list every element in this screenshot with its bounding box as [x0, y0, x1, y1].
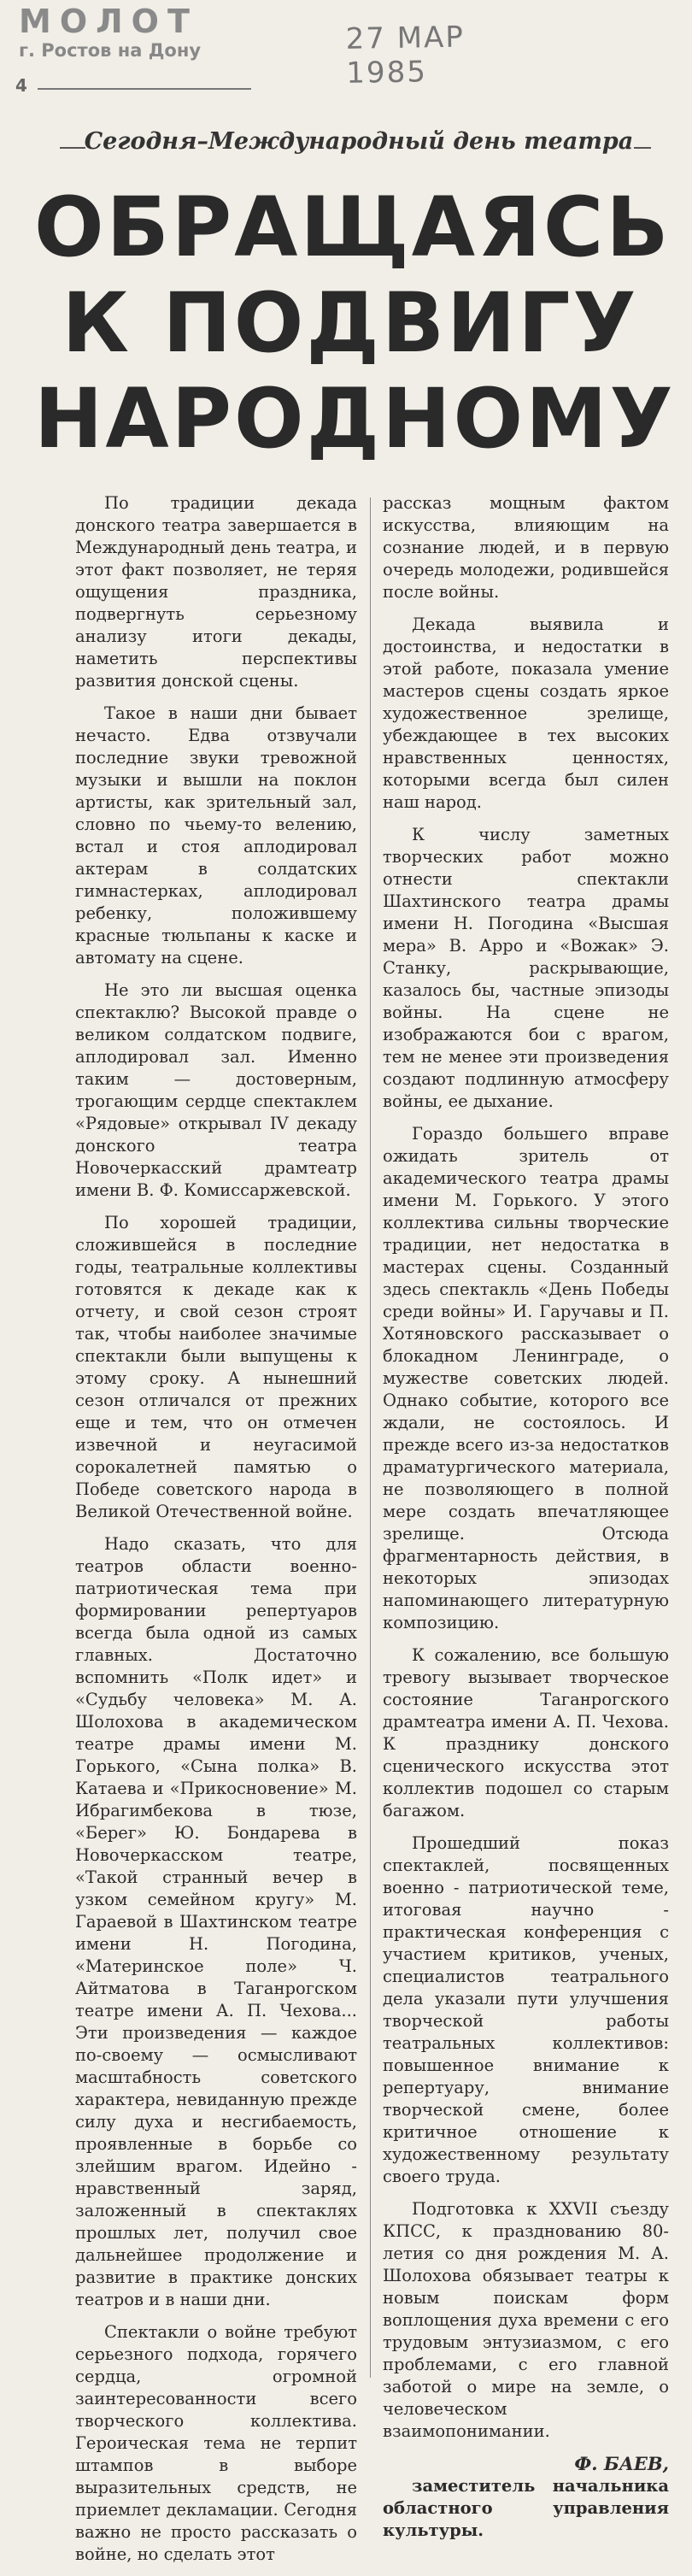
- paragraph: Не это ли высшая оценка спектаклю? Высокой правде о великом солдатском подвиге, аплодировал зал. Именно таким — достоверным, трогающим сердце спектаклем «Рядовые» открывал IV декаду донского театра Новочеркасский драмтеатр имени В. Ф. Комиссаржевской.: [75, 980, 357, 1200]
- newspaper-name: МОЛОТ: [19, 3, 198, 40]
- date-stamp: 27 МАР 1985: [345, 20, 466, 91]
- paragraph: По традиции декада донского театра завершается в Международный день театра, и этот факт позволяет, не теряя ощущения праздника, подвергнуть серьезному анализу итоги декады, наметить перспективы развития донской сцены.: [75, 493, 357, 691]
- article-column-left: [75, 492, 357, 2576]
- headline-line-2: К ПОДВИГУ: [62, 275, 639, 371]
- headline: [34, 179, 676, 467]
- paragraph: К сожалению, все большую тревогу вызывает творческое состояние Таганрогского драмтеатра имени А. П. Чехова. К празднику донского сценического искусства этот коллектив подошел со старым багажом.: [383, 1645, 669, 1820]
- paragraph: Гораздо большего вправе ожидать зритель от академического театра драмы имени М. Горького. У этого коллектива сильны творческие традиции, нет недостатка в мастерах сцены. Созданный здесь спектакль «День Победы среди войны» И. Гаручавы и П. Хотяновского рассказывает о блокадном Ленинграде, о мужестве советских людей. Однако событие, которого все ждали, не состоялось. И прежде всего из-за недостатков драматургического материала, не позволяющего в полной мере создать впечатляющее зрелище. Отсюда фрагментарность действия, в некоторых эпизодах напоминающего литературную композицию.: [383, 1124, 669, 1632]
- author-signature: Ф. БАЕВ,: [574, 2453, 669, 2474]
- paragraph: Декада выявила и достоинства, и недостатки в этой работе, показала умение мастеров сцены создать яркое художественное зрелище, убеждающее в тех высоких нравственных ценностях, которыми всегда был силен наш народ.: [383, 615, 669, 812]
- article-column-right: [383, 492, 669, 2552]
- masthead: [19, 3, 275, 62]
- paragraph: Подготовка к XXVII съезду КПСС, к празднованию 80-летия со дня рождения М. А. Шолохова обязывает театры к новым поискам форм воплощения духа времени с его трудовым энтузиазмом, с его проблемами, с его главной заботой о мире на земле, о человеческом взаимопонимании.: [383, 2199, 669, 2441]
- paragraph: рассказ мощным фактом искусства, влияющим на сознание людей, и в первую очередь молодежи, родившейся после войны.: [383, 493, 669, 602]
- headline-line-1: ОБРАЩАЯСЬ: [34, 179, 671, 275]
- paragraph: Надо сказать, что для театров области военно-патриотическая тема при формировании репертуаров всегда была одной из самых главных. Достаточно вспомнить «Полк идет» и «Судьбу человека» М. А. Шолохова в академическом театре драмы имени М. Горького, «Сына полка» В. Катаева и «Прикосновение» М. Ибрагимбекова в тюзе, «Берег» Ю. Бондарева в Новочеркасском театре, «Такой странный вечер в узком семейном кругу» М. Гараевой в Шахтинском театре имени Н. Погодина, «Материнское поле» Ч. Айтматова в Таганрогском театре имени А. П. Чехова... Эти произведения — каждое по-своему — осмысливают масштабность советского характера, невиданную прежде силу духа и несгибаемость, проявленные в борьбе со злейшим врагом. Идейно - нравственный заряд, заложенный в спектаклях прошлых лет, получил свое дальнейшее продолжение и развитие в практике донских театров и в наши дни.: [75, 1534, 357, 2309]
- paragraph: Прошедший показ спектаклей, посвященных военно - патриотической теме, итоговая научно - практическая конференция с участием критиков, ученых, специалистов театрального дела указали пути улучшения творческой работы театральных коллективов: повышенное внимание к репертуару, внимание творческой смене, более критичное отношение к художественному результату своего труда.: [383, 1833, 669, 2186]
- paragraph: Спектакли о войне требуют серьезного подхода, горячего сердца, огромной заинтересованности всего творческого коллектива. Героическая тема не терпит штампов в выборе выразительных средств, не приемлет декламации. Сегодня важно не просто рассказать о войне, но сделать этот: [75, 2322, 357, 2564]
- paragraph: К числу заметных творческих работ можно отнести спектакли Шахтинского театра драмы имени Н. Погодина «Высшая мера» В. Арро и «Вожак» Э. Станку, раскрывающие, казалось бы, частные эпизоды войны. На сцене не изображаются бои с врагом, тем не менее эти произведения создают подлинную атмосферу войны, ее дыхание.: [383, 825, 669, 1111]
- page-number: 4: [15, 75, 27, 96]
- paragraph: Такое в наши дни бывает нечасто. Едва отзвучали последние звуки тревожной музыки и вышли на поклон артисты, как зрительный зал, словно по чьему-то велению, встал и стоя аплодировал актерам в солдатских гимнастерках, аплодировал ребенку, положившему красные тюльпаны к каске и автомату на сцене.: [75, 703, 357, 967]
- paragraph: По хорошей традиции, сложившейся в последние годы, театральные коллективы готовятся к декаде как к отчету, и свой сезон строят так, чтобы наиболее значимые спектакли были выпущены к этому сроку. А нынешний сезон отличался от прежних еще и тем, что он отмечен извечной и неугасимой сорокалетней памятью о Победе советского народа в Великой Отечественной войне.: [75, 1213, 357, 1521]
- newspaper-city: г. Ростов на Дону: [19, 40, 202, 61]
- column-divider: [370, 497, 371, 2378]
- kicker-rule-right: [634, 147, 651, 149]
- masthead-rule: [38, 88, 251, 90]
- headline-line-3: НАРОДНОМУ: [34, 371, 676, 467]
- kicker: Сегодня–Международный день театра: [84, 128, 634, 155]
- author-caption: заместитель начальника областного управления культуры.: [383, 2476, 669, 2540]
